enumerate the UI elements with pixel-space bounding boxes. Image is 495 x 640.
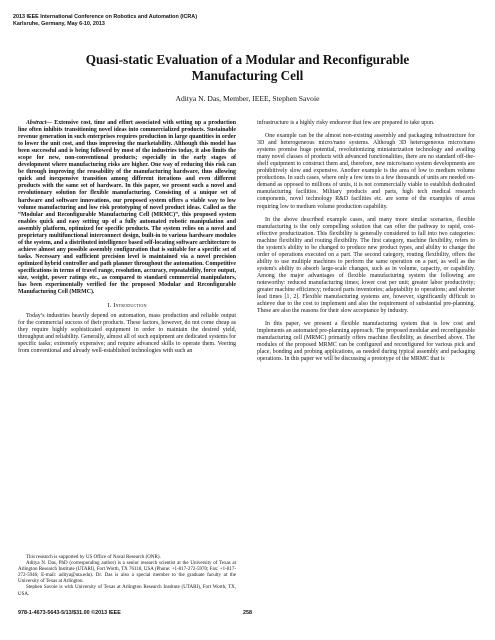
abstract: [18, 120, 236, 296]
section-heading-introduction: I. Introduction: [107, 302, 147, 310]
right-column: [257, 120, 475, 364]
paper-title: Quasi-static Evaluation of a Modular and Reconfigurable Manufacturing Cell: [85, 52, 410, 83]
left-column: [18, 120, 236, 356]
conference-location: Karlsruhe, Germany, May 6-10, 2013: [13, 21, 105, 28]
footnote-author-2: Stephen Savoie is with University of Texas at Arlington Research Institute (UTARI), Fort Worth, TX, USA.: [18, 585, 236, 597]
conference-name: 2013 IEEE International Conference on Robotics and Automation (ICRA): [13, 14, 197, 20]
right-paragraph-4: In this paper, we present a flexible manufacturing system that is low cost and implements an automated pre-planning approach. The proposed modular and reconfigurable manufacturing cell (MRMC) primarily offers machine flexibility, as described above. The modules of the proposed MRMC can be configured and reconfigured for various pick and place, bonding and probing applications, as needed during typical assembly and packaging operations. In this paper we will be discussing a prototype of the MRMC that is: [257, 321, 475, 363]
page-number: 258: [243, 610, 252, 616]
right-paragraph-1: infrastructure is a highly risky endeavor that few are prepared to take upon.: [257, 120, 435, 126]
abstract-lead: Abstract: [26, 120, 47, 126]
footnotes: [18, 555, 236, 598]
right-paragraph-3: In the above described example cases, and many more similar scenarios, flexible manufacturing is the only compelling solution that can offer the pathway to rapid, cost-effective productization. This flexibility is generally considered to fall into two categories: machine flexibility and routing flexibility. The first category, machine flexibility, refers to the system's ability to be changed to produce new product types, and ability to change the order of operations executed on a part. The second category, routing flexibility, offers the ability to use multiple machines to perform the same operation on a part, as well as the system's ability to absorb large-scale changes, such as in volume, capacity, or capability. Among the major advantages of flexible manufacturing system the following are noteworthy: reduced manufacturing times; lower cost per unit; greater labor productivity; greater machine efficiency; reduced parts inventories; adaptability to operations; and shorter lead times [1, 2]. Flexible manufacturing systems are, however, significantly difficult to achieve due to the cost to implement and also the requirement of substantial pre-planning. These are also the reasons for their slow acceptance by industry.: [257, 216, 475, 315]
abstract-body: — Extensive cost, time and effort associated with setting up a production line often inhibits transitioning novel ideas into commercialized products. Sustainable revenue generation in such enterprises requires production in large quantities in order to lower the unit cost, and thus improving the marketability. Although this model has been successful and is being followed by most of the industries today, it also limits the scope for new, non-conventional products; especially in the early stages of development where manufacturing risks are higher. One way of reducing this risk can be through improving the reusability of the manufacturing hardware, thus allowing quick and inexpensive transition among different iterations and even different products with the same set of hardware. In this paper, we present such a novel and revolutionary solution for flexible manufacturing. Consisting of a unique set of hardware and software innovations, our proposed system offers a viable way to low volume manufacturing and low risk prototyping of novel product ideas. Called as the “Modular and Reconfigurable Manufacturing Cell (MRMC)”, this proposed system enables quick and easy setting up of a fully automated robotic manipulation and assembly platform, optimized for specific products. The system relies on a novel and proprietary multifunctional interconnect design, built-in to various hardware modules of the system, and a distributed intelligence based self-locating software architecture to achieve almost any possible assembly configuration that is suitable for a specific set of tasks. Necessary and sufficient precision level is maintained via a novel precision optimized hybrid controller and path planner throughout the automation. Competitive specifications in terms of travel range, resolution, accuracy, repeatability, force output, size, weight, power ratings etc., as compared to standard commercial manipulators, has been experimentally verified for the proposed Modular and Reconfigurable Manufacturing Cell (MRMC).: [18, 120, 236, 296]
conference-header: [13, 14, 313, 28]
copyright-identifier: 978-1-4673-5643-5/13/$31.00 ©2013 IEEE: [18, 610, 121, 616]
right-paragraph-2: One example can be the almost non-existing assembly and packaging infrastructure for 3D and heterogeneous micro/nano systems. Although 3D heterogeneous micro/nano systems promise huge potential, revolutionizing miniaturization technology and availing many novel classes of products with advanced functionalities, there are no standard off-the-shelf equipment to construct them and, therefore, new micro/nano system developments are prohibitively slow and expensive. Another example is the area of low to medium volume productions. In such cases, where only a few tens to a few thousands of units are needed on-demand as opposed to millions of units, it is not commercially viable to establish dedicated manufacturing facilities. Military products and parts, high tech medical research components, novel technology R&D facilities etc. are some of the examples of areas requiring low to medium volume production capability.: [257, 133, 475, 210]
author-line: Aditya N. Das, Member, IEEE, Stephen Savoie: [175, 94, 320, 103]
footnote-author-1: Aditya N. Das, PhD (corresponding author) is a senior research scientist at the University of Texas at Arlington Research Institute (UTARI), Fort Worth, TX 76118, USA (Phone: +1-817-272-5970; Fax: +1-817-272-5946; E-mail: aditya@uta.edu). Dr. Das is also a special member to the graduate faculty at the University of Texas at Arlington.: [18, 561, 236, 585]
footnote-funding: This research is supported by US Office of Naval Research (ONR).: [26, 555, 161, 560]
intro-paragraph-1: Today’s industries heavily depend on automation, mass production and reliable output for the commercial success of their products. These factors, however, do not come cheap as they require highly sophisticated equipment in order to maintain the desired yield, throughput and reliability. Generally, almost all of such equipment are dedicated systems for specific tasks; extremely expensive; and require advanced skills to operate them. Veering from conventional and already well-established technologies with such an: [18, 313, 236, 355]
